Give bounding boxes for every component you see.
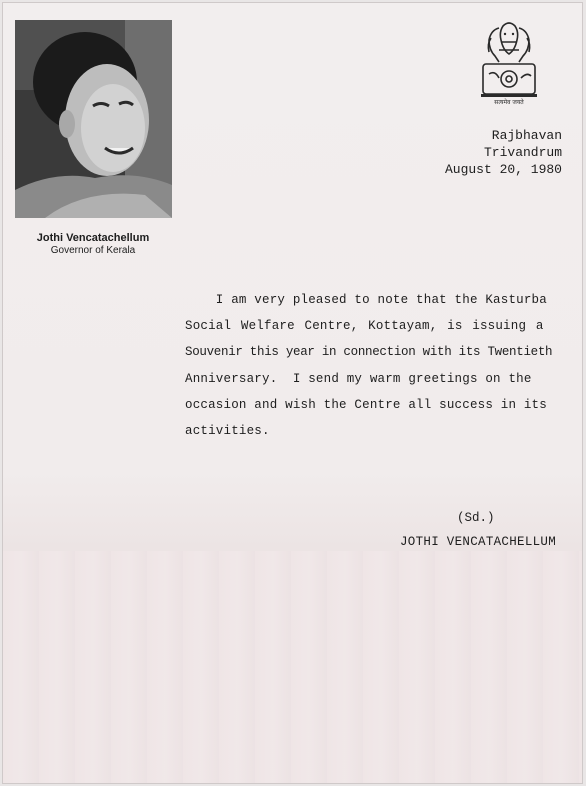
letter-date: August 20, 1980: [444, 162, 562, 177]
signed-mark: (Sd.): [457, 511, 495, 525]
signatory-name: JOTHI VENCATACHELLUM: [400, 535, 557, 549]
sender-address: [445, 127, 562, 178]
portrait-photo: [15, 20, 172, 218]
letter-body: [185, 287, 555, 444]
emblem-motto: सत्यमेव जयते: [494, 99, 524, 106]
letter-line: Souvenir this year in connection with its Twentieth: [185, 345, 553, 360]
state-emblem-icon: [477, 18, 541, 112]
letter-line: Social Welfare Centre, Kottayam, is issuing a: [185, 319, 544, 334]
letter-line: Anniversary. I send my warm greetings on the: [185, 371, 532, 386]
portrait-caption-name: Jothi Vencatachellum: [36, 232, 150, 244]
letter-line: occasion and wish the Centre all success in its: [185, 397, 547, 412]
address-line-rajbhavan: Rajbhavan: [491, 128, 562, 143]
page-lower-band: [3, 551, 582, 783]
letter-line: activities.: [185, 424, 270, 439]
portrait-caption-title: Governor of Kerala: [50, 245, 136, 256]
letter-page: [2, 2, 583, 784]
portrait-image: [15, 20, 172, 218]
address-line-trivandrum: Trivandrum: [483, 145, 562, 160]
letter-line: I am very pleased to note that the Kasturba: [185, 293, 547, 307]
